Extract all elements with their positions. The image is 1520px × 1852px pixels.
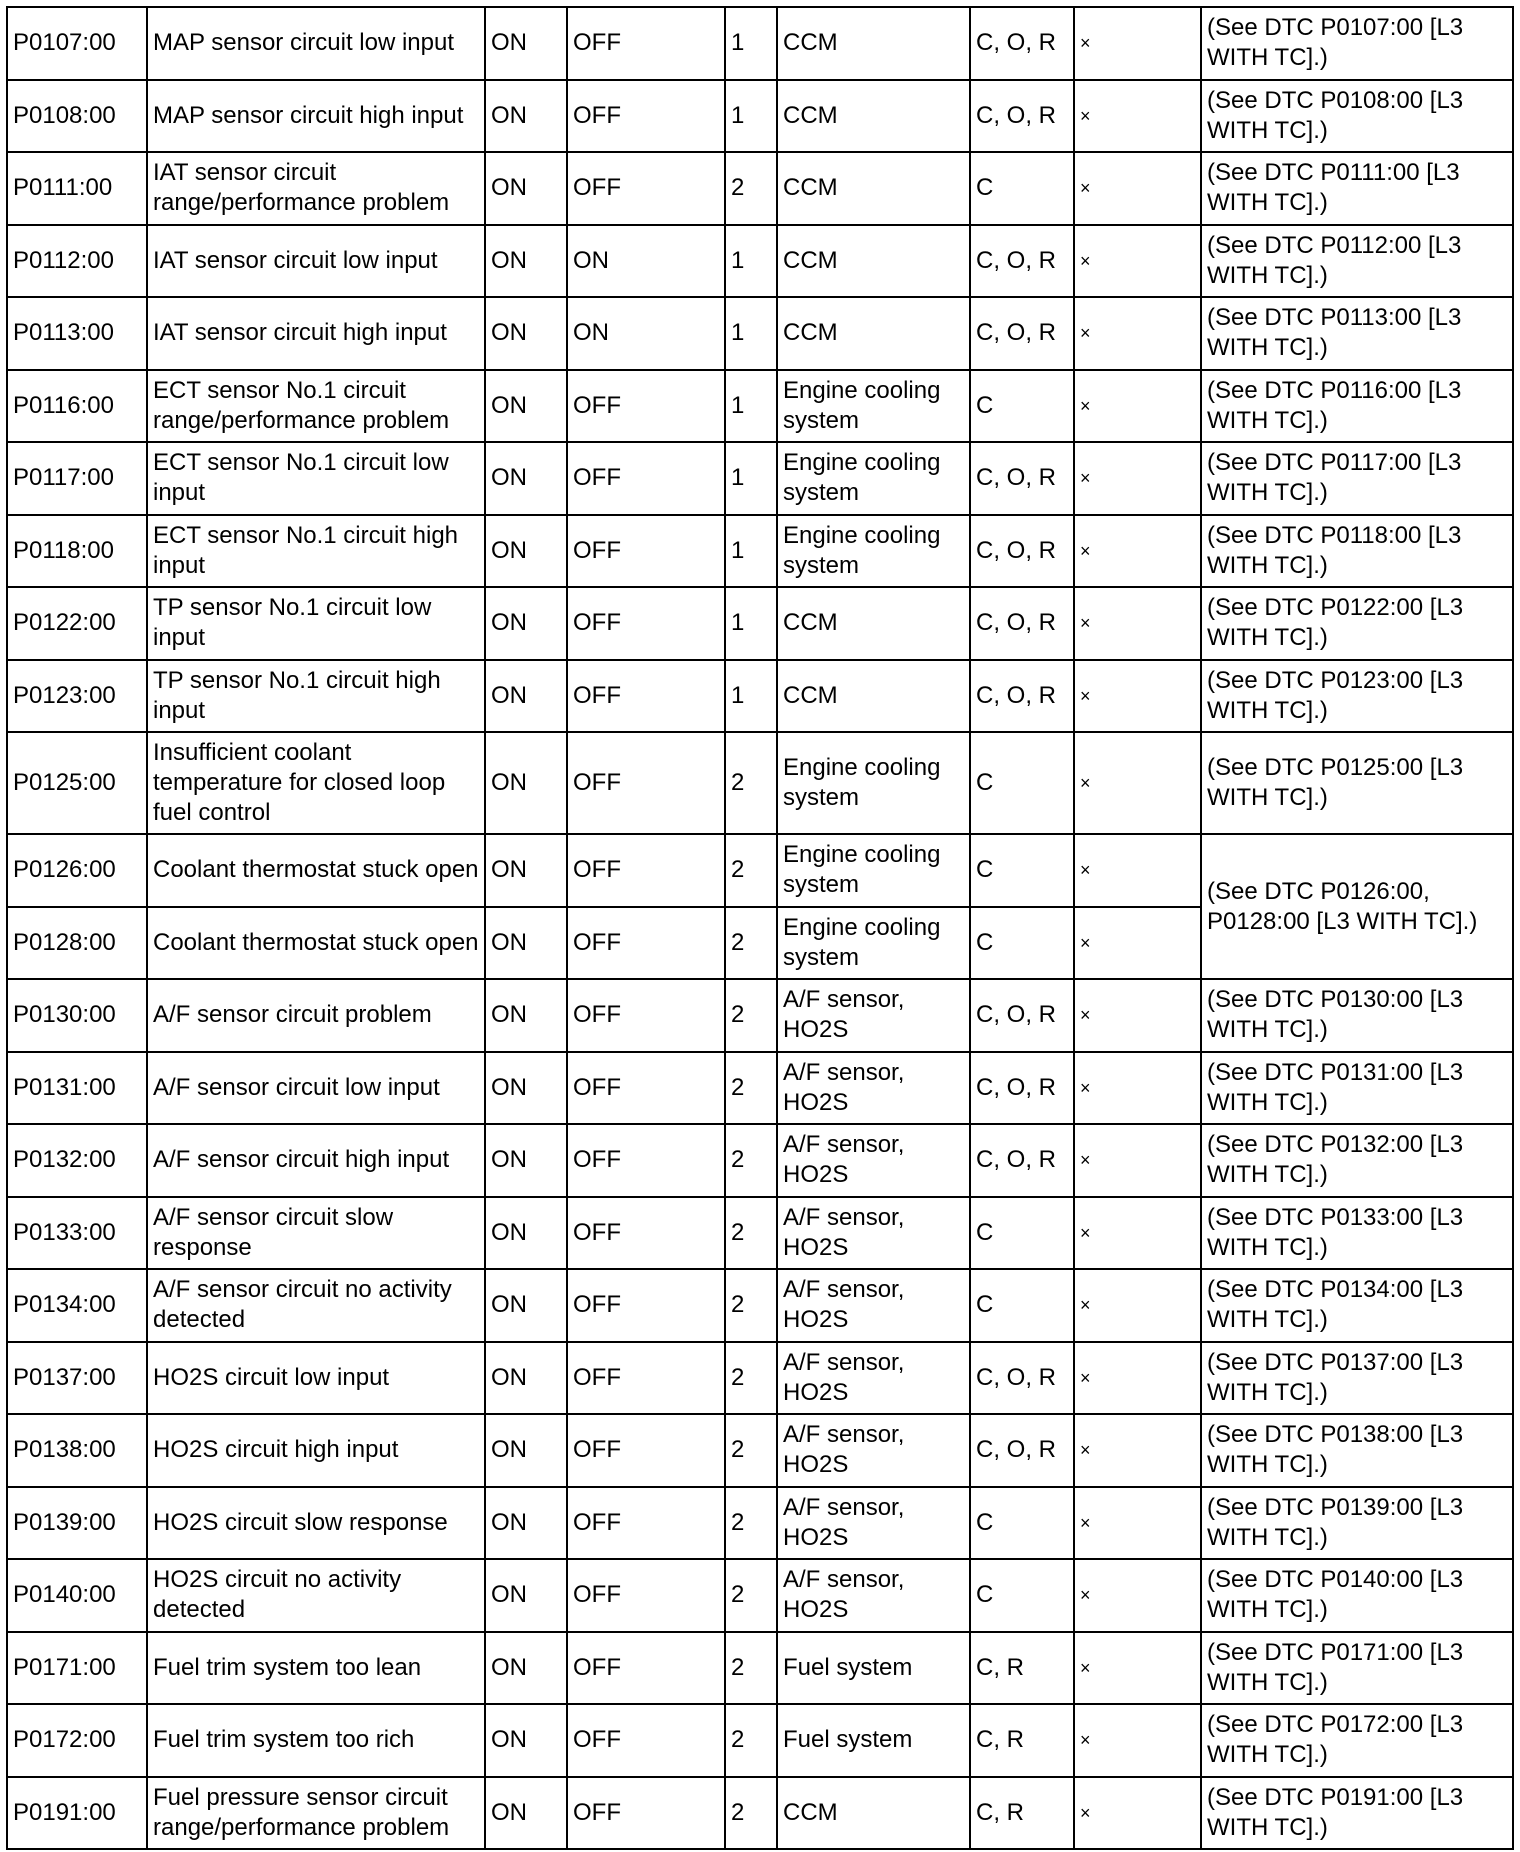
memory-cell: OFF — [567, 1777, 725, 1850]
availability-mark-cell: × — [1074, 587, 1201, 660]
description-cell: Coolant thermostat stuck open — [147, 834, 485, 907]
monitor-item-cell: A/F sensor, HO2S — [777, 1124, 970, 1197]
mil-cell: ON — [485, 1342, 567, 1415]
table-row — [7, 1487, 1513, 1560]
monitor-item-cell: CCM — [777, 152, 970, 225]
trip-cell: 2 — [725, 1487, 777, 1560]
mil-cell: ON — [485, 660, 567, 733]
dtc-type-cell: C — [970, 834, 1074, 907]
description-cell: MAP sensor circuit low input — [147, 7, 485, 80]
memory-cell: OFF — [567, 442, 725, 515]
dtc-type-cell: C, O, R — [970, 297, 1074, 370]
monitor-item-cell: A/F sensor, HO2S — [777, 1559, 970, 1632]
availability-mark-cell: × — [1074, 515, 1201, 588]
monitor-item-cell: CCM — [777, 587, 970, 660]
availability-mark-cell: × — [1074, 297, 1201, 370]
dtc-code-cell: P0111:00 — [7, 152, 147, 225]
mil-cell: ON — [485, 1052, 567, 1125]
description-cell: IAT sensor circuit low input — [147, 225, 485, 298]
mil-cell: ON — [485, 80, 567, 153]
trip-cell: 1 — [725, 80, 777, 153]
reference-cell: (See DTC P0137:00 [L3 WITH TC].) — [1201, 1342, 1513, 1415]
monitor-item-cell: A/F sensor, HO2S — [777, 1342, 970, 1415]
monitor-item-cell: A/F sensor, HO2S — [777, 1414, 970, 1487]
monitor-item-cell: Engine cooling system — [777, 732, 970, 834]
memory-cell: OFF — [567, 1704, 725, 1777]
monitor-item-cell: Engine cooling system — [777, 834, 970, 907]
monitor-item-cell: CCM — [777, 660, 970, 733]
description-cell: ECT sensor No.1 circuit high input — [147, 515, 485, 588]
dtc-code-cell: P0126:00 — [7, 834, 147, 907]
dtc-code-cell: P0134:00 — [7, 1269, 147, 1342]
mil-cell: ON — [485, 1414, 567, 1487]
monitor-item-cell: A/F sensor, HO2S — [777, 1269, 970, 1342]
description-cell: HO2S circuit low input — [147, 1342, 485, 1415]
reference-cell: (See DTC P0134:00 [L3 WITH TC].) — [1201, 1269, 1513, 1342]
table-row — [7, 370, 1513, 443]
dtc-code-cell: P0123:00 — [7, 660, 147, 733]
dtc-type-cell: C — [970, 370, 1074, 443]
dtc-code-cell: P0140:00 — [7, 1559, 147, 1632]
description-cell: TP sensor No.1 circuit low input — [147, 587, 485, 660]
availability-mark-cell: × — [1074, 1414, 1201, 1487]
memory-cell: OFF — [567, 80, 725, 153]
availability-mark-cell: × — [1074, 979, 1201, 1052]
mil-cell: ON — [485, 907, 567, 980]
memory-cell: OFF — [567, 1559, 725, 1632]
table-row — [7, 7, 1513, 80]
description-cell: TP sensor No.1 circuit high input — [147, 660, 485, 733]
dtc-type-cell: C, O, R — [970, 515, 1074, 588]
memory-cell: OFF — [567, 1342, 725, 1415]
reference-cell: (See DTC P0108:00 [L3 WITH TC].) — [1201, 80, 1513, 153]
availability-mark-cell: × — [1074, 1704, 1201, 1777]
trip-cell: 2 — [725, 1777, 777, 1850]
memory-cell: OFF — [567, 1414, 725, 1487]
trip-cell: 2 — [725, 1269, 777, 1342]
mil-cell: ON — [485, 1487, 567, 1560]
memory-cell: OFF — [567, 1487, 725, 1560]
reference-cell: (See DTC P0113:00 [L3 WITH TC].) — [1201, 297, 1513, 370]
memory-cell: OFF — [567, 660, 725, 733]
mil-cell: ON — [485, 1777, 567, 1850]
availability-mark-cell: × — [1074, 1777, 1201, 1850]
reference-cell: (See DTC P0130:00 [L3 WITH TC].) — [1201, 979, 1513, 1052]
description-cell: HO2S circuit no activity detected — [147, 1559, 485, 1632]
trip-cell: 2 — [725, 979, 777, 1052]
table-row — [7, 1777, 1513, 1850]
dtc-code-cell: P0191:00 — [7, 1777, 147, 1850]
dtc-table — [6, 6, 1514, 1850]
memory-cell: ON — [567, 225, 725, 298]
monitor-item-cell: Fuel system — [777, 1632, 970, 1705]
availability-mark-cell: × — [1074, 1559, 1201, 1632]
monitor-item-cell: A/F sensor, HO2S — [777, 979, 970, 1052]
dtc-type-cell: C — [970, 907, 1074, 980]
table-row — [7, 1704, 1513, 1777]
dtc-type-cell: C, R — [970, 1704, 1074, 1777]
reference-cell: (See DTC P0172:00 [L3 WITH TC].) — [1201, 1704, 1513, 1777]
monitor-item-cell: CCM — [777, 297, 970, 370]
reference-cell: (See DTC P0131:00 [L3 WITH TC].) — [1201, 1052, 1513, 1125]
dtc-type-cell: C, O, R — [970, 1124, 1074, 1197]
reference-cell: (See DTC P0171:00 [L3 WITH TC].) — [1201, 1632, 1513, 1705]
monitor-item-cell: Engine cooling system — [777, 370, 970, 443]
table-row — [7, 1052, 1513, 1125]
dtc-code-cell: P0118:00 — [7, 515, 147, 588]
mil-cell: ON — [485, 587, 567, 660]
description-cell: HO2S circuit high input — [147, 1414, 485, 1487]
dtc-code-cell: P0116:00 — [7, 370, 147, 443]
reference-cell: (See DTC P0122:00 [L3 WITH TC].) — [1201, 587, 1513, 660]
table-row — [7, 979, 1513, 1052]
trip-cell: 2 — [725, 1559, 777, 1632]
monitor-item-cell: CCM — [777, 225, 970, 298]
monitor-item-cell: Engine cooling system — [777, 515, 970, 588]
table-row — [7, 297, 1513, 370]
description-cell: A/F sensor circuit low input — [147, 1052, 485, 1125]
dtc-type-cell: C — [970, 1269, 1074, 1342]
dtc-type-cell: C — [970, 1487, 1074, 1560]
table-row — [7, 1342, 1513, 1415]
description-cell: IAT sensor circuit high input — [147, 297, 485, 370]
trip-cell: 2 — [725, 152, 777, 225]
trip-cell: 1 — [725, 515, 777, 588]
monitor-item-cell: CCM — [777, 80, 970, 153]
reference-cell: (See DTC P0111:00 [L3 WITH TC].) — [1201, 152, 1513, 225]
availability-mark-cell: × — [1074, 1197, 1201, 1270]
reference-cell: (See DTC P0116:00 [L3 WITH TC].) — [1201, 370, 1513, 443]
dtc-code-cell: P0137:00 — [7, 1342, 147, 1415]
availability-mark-cell: × — [1074, 1342, 1201, 1415]
trip-cell: 2 — [725, 1414, 777, 1487]
availability-mark-cell: × — [1074, 225, 1201, 298]
availability-mark-cell: × — [1074, 1124, 1201, 1197]
memory-cell: OFF — [567, 1052, 725, 1125]
mil-cell: ON — [485, 442, 567, 515]
table-row — [7, 834, 1513, 907]
reference-cell: (See DTC P0139:00 [L3 WITH TC].) — [1201, 1487, 1513, 1560]
table-row — [7, 1632, 1513, 1705]
description-cell: ECT sensor No.1 circuit range/performance problem — [147, 370, 485, 443]
availability-mark-cell: × — [1074, 1269, 1201, 1342]
description-cell: IAT sensor circuit range/performance problem — [147, 152, 485, 225]
description-cell: A/F sensor circuit problem — [147, 979, 485, 1052]
reference-cell: (See DTC P0133:00 [L3 WITH TC].) — [1201, 1197, 1513, 1270]
table-row — [7, 80, 1513, 153]
description-cell: Fuel trim system too lean — [147, 1632, 485, 1705]
reference-cell: (See DTC P0107:00 [L3 WITH TC].) — [1201, 7, 1513, 80]
table-row — [7, 1197, 1513, 1270]
availability-mark-cell: × — [1074, 907, 1201, 980]
mil-cell: ON — [485, 1197, 567, 1270]
memory-cell: OFF — [567, 7, 725, 80]
mil-cell: ON — [485, 7, 567, 80]
description-cell: A/F sensor circuit high input — [147, 1124, 485, 1197]
mil-cell: ON — [485, 152, 567, 225]
memory-cell: OFF — [567, 1632, 725, 1705]
dtc-code-cell: P0172:00 — [7, 1704, 147, 1777]
trip-cell: 1 — [725, 297, 777, 370]
availability-mark-cell: × — [1074, 732, 1201, 834]
description-cell: A/F sensor circuit slow response — [147, 1197, 485, 1270]
memory-cell: OFF — [567, 834, 725, 907]
memory-cell: ON — [567, 297, 725, 370]
table-row — [7, 152, 1513, 225]
dtc-type-cell: C, O, R — [970, 587, 1074, 660]
dtc-code-cell: P0139:00 — [7, 1487, 147, 1560]
description-cell: ECT sensor No.1 circuit low input — [147, 442, 485, 515]
table-row — [7, 587, 1513, 660]
description-cell: Fuel pressure sensor circuit range/performance problem — [147, 1777, 485, 1850]
memory-cell: OFF — [567, 587, 725, 660]
memory-cell: OFF — [567, 370, 725, 443]
monitor-item-cell: A/F sensor, HO2S — [777, 1052, 970, 1125]
mil-cell: ON — [485, 1124, 567, 1197]
availability-mark-cell: × — [1074, 1052, 1201, 1125]
trip-cell: 2 — [725, 1704, 777, 1777]
trip-cell: 2 — [725, 1632, 777, 1705]
memory-cell: OFF — [567, 979, 725, 1052]
memory-cell: OFF — [567, 1269, 725, 1342]
dtc-code-cell: P0113:00 — [7, 297, 147, 370]
dtc-type-cell: C, O, R — [970, 979, 1074, 1052]
reference-cell: (See DTC P0126:00, P0128:00 [L3 WITH TC].) — [1201, 834, 1513, 979]
dtc-code-cell: P0138:00 — [7, 1414, 147, 1487]
trip-cell: 1 — [725, 442, 777, 515]
dtc-type-cell: C — [970, 732, 1074, 834]
mil-cell: ON — [485, 732, 567, 834]
dtc-type-cell: C — [970, 152, 1074, 225]
dtc-code-cell: P0112:00 — [7, 225, 147, 298]
availability-mark-cell: × — [1074, 660, 1201, 733]
reference-cell: (See DTC P0118:00 [L3 WITH TC].) — [1201, 515, 1513, 588]
availability-mark-cell: × — [1074, 834, 1201, 907]
table-row — [7, 1559, 1513, 1632]
reference-cell: (See DTC P0191:00 [L3 WITH TC].) — [1201, 1777, 1513, 1850]
reference-cell: (See DTC P0112:00 [L3 WITH TC].) — [1201, 225, 1513, 298]
dtc-code-cell: P0125:00 — [7, 732, 147, 834]
trip-cell: 1 — [725, 370, 777, 443]
description-cell: A/F sensor circuit no activity detected — [147, 1269, 485, 1342]
dtc-code-cell: P0128:00 — [7, 907, 147, 980]
reference-cell: (See DTC P0138:00 [L3 WITH TC].) — [1201, 1414, 1513, 1487]
dtc-code-cell: P0130:00 — [7, 979, 147, 1052]
dtc-type-cell: C — [970, 1197, 1074, 1270]
mil-cell: ON — [485, 1632, 567, 1705]
monitor-item-cell: Fuel system — [777, 1704, 970, 1777]
mil-cell: ON — [485, 370, 567, 443]
table-row — [7, 732, 1513, 834]
mil-cell: ON — [485, 297, 567, 370]
dtc-type-cell: C, R — [970, 1777, 1074, 1850]
trip-cell: 2 — [725, 834, 777, 907]
mil-cell: ON — [485, 515, 567, 588]
trip-cell: 2 — [725, 1197, 777, 1270]
availability-mark-cell: × — [1074, 7, 1201, 80]
trip-cell: 1 — [725, 587, 777, 660]
dtc-code-cell: P0108:00 — [7, 80, 147, 153]
trip-cell: 2 — [725, 907, 777, 980]
table-row — [7, 442, 1513, 515]
trip-cell: 2 — [725, 1124, 777, 1197]
mil-cell: ON — [485, 979, 567, 1052]
memory-cell: OFF — [567, 1197, 725, 1270]
monitor-item-cell: CCM — [777, 7, 970, 80]
memory-cell: OFF — [567, 732, 725, 834]
mil-cell: ON — [485, 834, 567, 907]
table-row — [7, 515, 1513, 588]
table-row — [7, 1414, 1513, 1487]
reference-cell: (See DTC P0123:00 [L3 WITH TC].) — [1201, 660, 1513, 733]
memory-cell: OFF — [567, 515, 725, 588]
monitor-item-cell: Engine cooling system — [777, 442, 970, 515]
trip-cell: 1 — [725, 7, 777, 80]
table-row — [7, 1269, 1513, 1342]
dtc-code-cell: P0171:00 — [7, 1632, 147, 1705]
trip-cell: 2 — [725, 1342, 777, 1415]
dtc-table-body — [7, 7, 1513, 1849]
reference-cell: (See DTC P0140:00 [L3 WITH TC].) — [1201, 1559, 1513, 1632]
table-row — [7, 660, 1513, 733]
dtc-type-cell: C, O, R — [970, 1052, 1074, 1125]
dtc-code-cell: P0122:00 — [7, 587, 147, 660]
mil-cell: ON — [485, 1704, 567, 1777]
mil-cell: ON — [485, 1269, 567, 1342]
dtc-type-cell: C, O, R — [970, 80, 1074, 153]
dtc-type-cell: C, O, R — [970, 7, 1074, 80]
trip-cell: 2 — [725, 732, 777, 834]
mil-cell: ON — [485, 225, 567, 298]
trip-cell: 1 — [725, 660, 777, 733]
dtc-code-cell: P0107:00 — [7, 7, 147, 80]
dtc-type-cell: C, O, R — [970, 660, 1074, 733]
description-cell: Fuel trim system too rich — [147, 1704, 485, 1777]
trip-cell: 1 — [725, 225, 777, 298]
monitor-item-cell: A/F sensor, HO2S — [777, 1197, 970, 1270]
table-row — [7, 225, 1513, 298]
dtc-type-cell: C, O, R — [970, 225, 1074, 298]
monitor-item-cell: A/F sensor, HO2S — [777, 1487, 970, 1560]
availability-mark-cell: × — [1074, 152, 1201, 225]
dtc-type-cell: C, O, R — [970, 1342, 1074, 1415]
availability-mark-cell: × — [1074, 80, 1201, 153]
description-cell: MAP sensor circuit high input — [147, 80, 485, 153]
reference-cell: (See DTC P0125:00 [L3 WITH TC].) — [1201, 732, 1513, 834]
dtc-type-cell: C — [970, 1559, 1074, 1632]
dtc-code-cell: P0133:00 — [7, 1197, 147, 1270]
dtc-type-cell: C, O, R — [970, 442, 1074, 515]
description-cell: HO2S circuit slow response — [147, 1487, 485, 1560]
reference-cell: (See DTC P0132:00 [L3 WITH TC].) — [1201, 1124, 1513, 1197]
memory-cell: OFF — [567, 1124, 725, 1197]
dtc-code-cell: P0117:00 — [7, 442, 147, 515]
dtc-type-cell: C, O, R — [970, 1414, 1074, 1487]
monitor-item-cell: CCM — [777, 1777, 970, 1850]
mil-cell: ON — [485, 1559, 567, 1632]
memory-cell: OFF — [567, 152, 725, 225]
description-cell: Coolant thermostat stuck open — [147, 907, 485, 980]
reference-cell: (See DTC P0117:00 [L3 WITH TC].) — [1201, 442, 1513, 515]
dtc-code-cell: P0131:00 — [7, 1052, 147, 1125]
monitor-item-cell: Engine cooling system — [777, 907, 970, 980]
dtc-code-cell: P0132:00 — [7, 1124, 147, 1197]
trip-cell: 2 — [725, 1052, 777, 1125]
availability-mark-cell: × — [1074, 370, 1201, 443]
availability-mark-cell: × — [1074, 1487, 1201, 1560]
memory-cell: OFF — [567, 907, 725, 980]
table-row — [7, 1124, 1513, 1197]
dtc-type-cell: C, R — [970, 1632, 1074, 1705]
description-cell: Insufficient coolant temperature for closed loop fuel control — [147, 732, 485, 834]
availability-mark-cell: × — [1074, 1632, 1201, 1705]
availability-mark-cell: × — [1074, 442, 1201, 515]
